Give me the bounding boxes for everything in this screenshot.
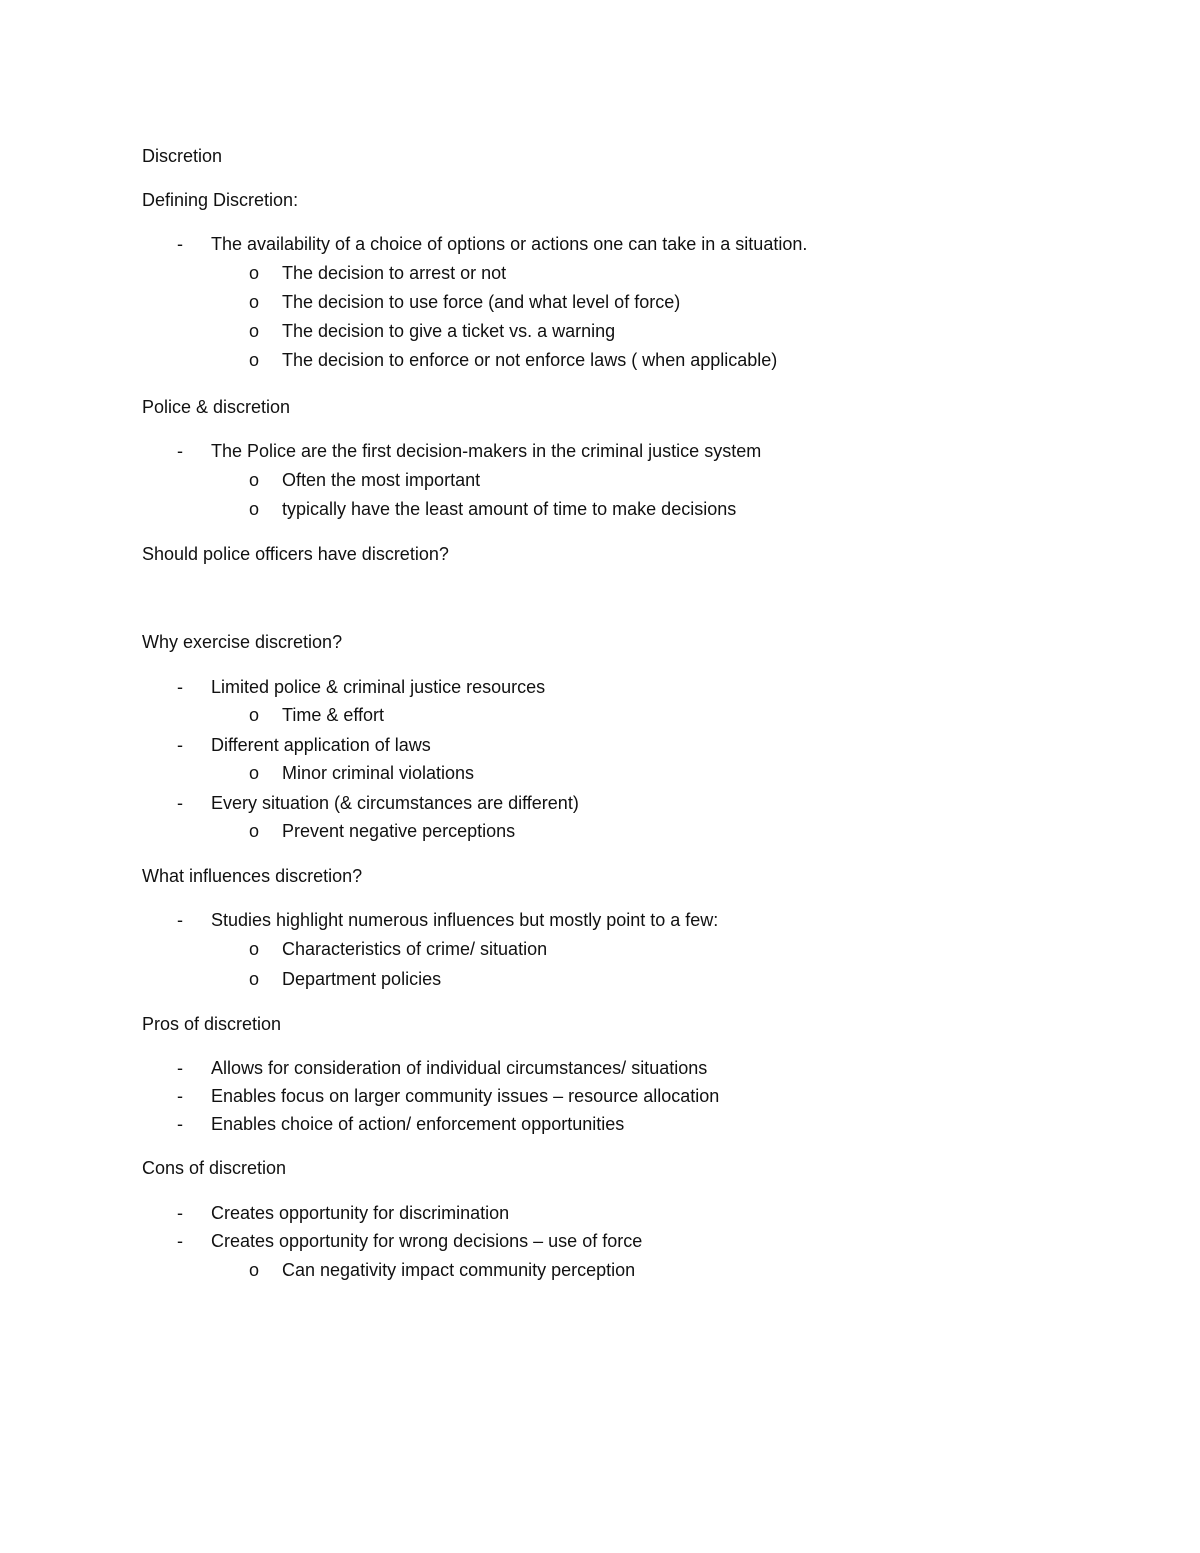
sub-list-item: Minor criminal violations	[282, 763, 475, 783]
sub-list-item: typically have the least amount of time to make decisions	[282, 499, 737, 519]
dash-bullet: -	[177, 1203, 183, 1223]
list-item: Every situation (& circumstances are different)	[211, 793, 579, 813]
sub-list-item: The decision to give a ticket vs. a warning	[282, 321, 616, 341]
sub-list-item: Can negativity impact community perception	[282, 1260, 636, 1280]
section-heading: Should police officers have discretion?	[142, 544, 449, 564]
dash-bullet: -	[177, 910, 183, 930]
sub-list-item: The decision to use force (and what level of force)	[282, 292, 681, 312]
section-heading: What influences discretion?	[142, 866, 363, 886]
section-heading: Why exercise discretion?	[142, 632, 343, 652]
dash-bullet: -	[177, 1058, 183, 1078]
list-item: Different application of laws	[211, 735, 431, 755]
circle-bullet: o	[249, 939, 260, 959]
circle-bullet: o	[249, 292, 260, 312]
sub-list-item: Time & effort	[282, 705, 385, 725]
sub-list-item: Often the most important	[282, 470, 481, 490]
circle-bullet: o	[249, 470, 260, 490]
sub-list-item: Characteristics of crime/ situation	[282, 939, 548, 959]
dash-bullet: -	[177, 441, 183, 461]
dash-bullet: -	[177, 677, 183, 697]
sub-list-item: The decision to arrest or not	[282, 263, 507, 283]
section-heading: Pros of discretion	[142, 1014, 282, 1034]
sub-list-item: The decision to enforce or not enforce laws ( when applicable)	[282, 350, 778, 370]
dash-bullet: -	[177, 1114, 183, 1134]
list-item: Enables focus on larger community issues – resource allocation	[211, 1086, 720, 1106]
list-item: Limited police & criminal justice resources	[211, 677, 546, 697]
list-item: The Police are the first decision-makers in the criminal justice system	[211, 441, 762, 461]
list-item: Studies highlight numerous influences but mostly point to a few:	[211, 910, 719, 930]
dash-bullet: -	[177, 793, 183, 813]
list-item: The availability of a choice of options or actions one can take in a situation.	[211, 234, 808, 254]
circle-bullet: o	[249, 821, 260, 841]
circle-bullet: o	[249, 321, 260, 341]
list-item: Creates opportunity for wrong decisions – use of force	[211, 1231, 643, 1251]
list-item: Allows for consideration of individual circumstances/ situations	[211, 1058, 708, 1078]
section-heading: Police & discretion	[142, 397, 291, 417]
document-title: Discretion	[142, 146, 223, 166]
dash-bullet: -	[177, 1086, 183, 1106]
circle-bullet: o	[249, 1260, 260, 1280]
circle-bullet: o	[249, 499, 260, 519]
list-item: Enables choice of action/ enforcement opportunities	[211, 1114, 625, 1134]
dash-bullet: -	[177, 735, 183, 755]
circle-bullet: o	[249, 350, 260, 370]
dash-bullet: -	[177, 234, 183, 254]
section-heading: Cons of discretion	[142, 1158, 287, 1178]
circle-bullet: o	[249, 705, 260, 725]
circle-bullet: o	[249, 263, 260, 283]
section-heading: Defining Discretion:	[142, 190, 299, 210]
circle-bullet: o	[249, 763, 260, 783]
sub-list-item: Department policies	[282, 969, 442, 989]
dash-bullet: -	[177, 1231, 183, 1251]
circle-bullet: o	[249, 969, 260, 989]
list-item: Creates opportunity for discrimination	[211, 1203, 510, 1223]
sub-list-item: Prevent negative perceptions	[282, 821, 516, 841]
